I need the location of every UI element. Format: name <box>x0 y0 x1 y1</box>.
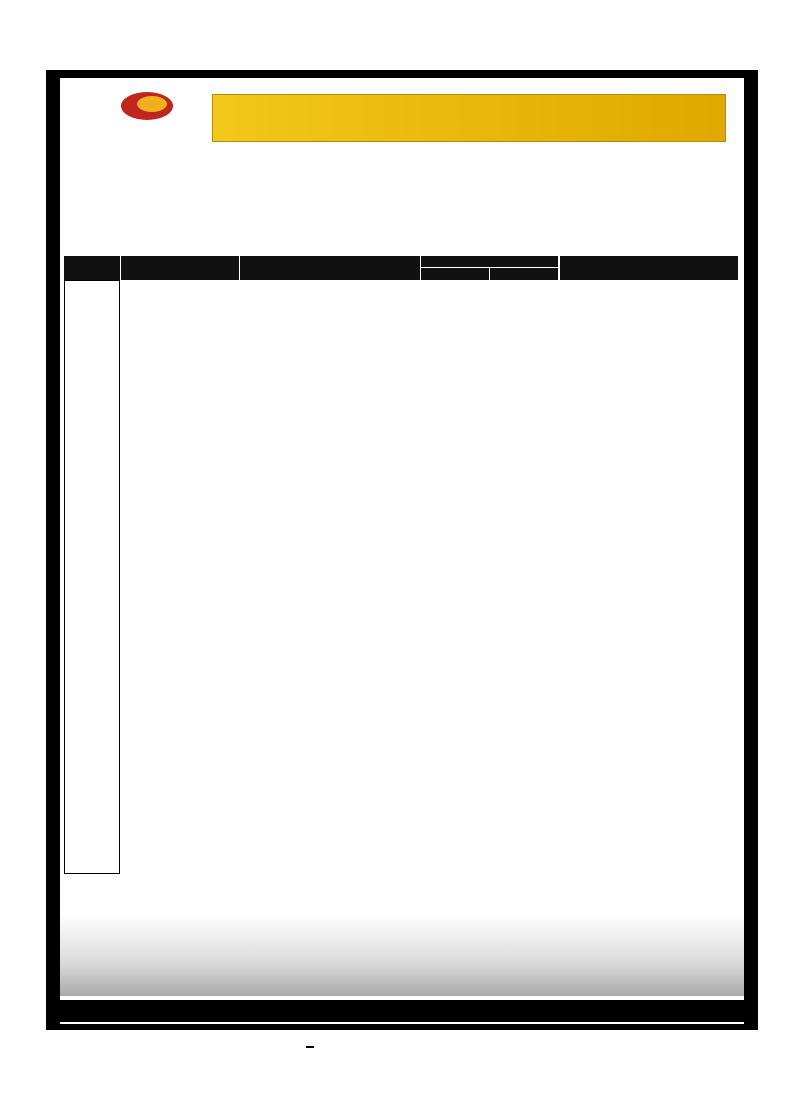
header <box>64 82 740 206</box>
header-hotel <box>240 256 420 280</box>
header-date <box>121 256 239 280</box>
header-route <box>64 256 120 280</box>
destination-cell <box>64 280 120 874</box>
price-table <box>62 254 740 876</box>
edition-box <box>306 1046 314 1048</box>
page-inner <box>60 78 744 1024</box>
header-adult <box>421 268 489 280</box>
header-child <box>490 268 558 280</box>
contacts-section <box>60 878 744 996</box>
header-price <box>421 256 558 267</box>
remarks-column <box>560 280 738 874</box>
bottom-bar <box>300 1036 760 1058</box>
header-remark <box>560 256 738 280</box>
company-logo <box>100 88 194 142</box>
promo-banner <box>212 94 726 142</box>
footer-slogan <box>60 1000 744 1022</box>
page-frame <box>46 70 758 1030</box>
